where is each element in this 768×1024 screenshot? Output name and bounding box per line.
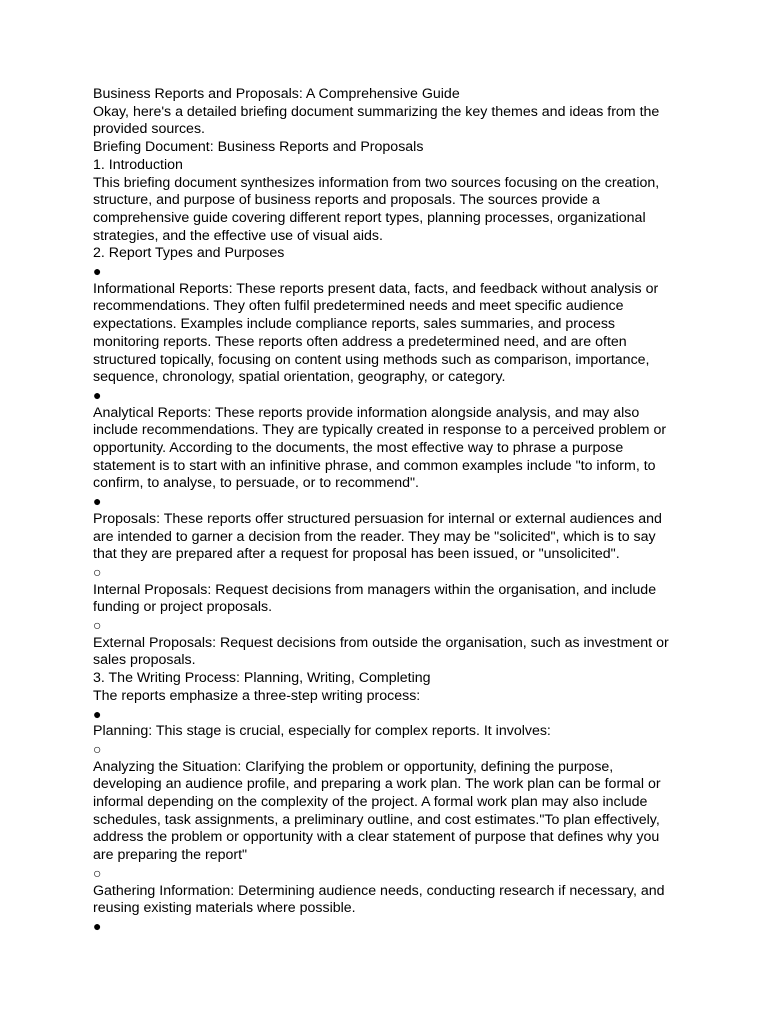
bullet-marker: ● — [93, 705, 102, 722]
gathering-information-item: Gathering Information: Determining audience needs, conducting research if necessary, and reusing existing materials where possible. — [93, 882, 665, 917]
bullet-marker: ● — [93, 493, 102, 510]
section-3-text: The reports emphasize a three-step writing process: — [93, 687, 421, 704]
sub-bullet-marker: ○ — [93, 617, 102, 634]
section-1-text: This briefing document synthesizes information from two sources focusing on the creation, structure, and purpose of business reports and proposals. The sources provide a comprehensive guide covering different report types, planning processes, organizational strategies, and the effective use of visual aids. — [93, 174, 660, 244]
analyzing-situation-item: Analyzing the Situation: Clarifying the problem or opportunity, defining the purpose, developing an audience profile, and preparing a work plan. The work plan can be formal or informal depending on the complexity of the project. A formal work plan may also include schedules, task assignments, a preliminary outline, and cost estimates."To plan effectively, address the problem or opportunity with a clear statement of purpose that defines why you are preparing the report" — [93, 758, 661, 864]
bullet-marker: ● — [93, 386, 102, 403]
informational-reports-item: Informational Reports: These reports present data, facts, and feedback without analysis or recommendations. They often fulfil predetermined needs and meet specific audience expectations. Examples include compliance reports, sales summaries, and process monitoring reports. These reports often address a predetermined need, and are often structured topically, focusing on content using methods such as comparison, importance, sequence, chronology, spatial orientation, geography, or category. — [93, 280, 659, 386]
bullet-marker: ● — [93, 917, 102, 934]
bullet-marker: ● — [93, 263, 102, 280]
proposals-item: Proposals: These reports offer structured persuasion for internal or external audiences and are intended to garner a decision from the reader. They may be "solicited", which is to say that they are prepared after a request for proposal has been issued, or "unsolicited". — [93, 510, 662, 563]
sub-bullet-marker: ○ — [93, 864, 102, 881]
intro-paragraph: Okay, here's a detailed briefing document summarizing the key themes and ideas from the provided sources. — [93, 103, 660, 138]
planning-item: Planning: This stage is crucial, especially for complex reports. It involves: — [93, 723, 551, 740]
external-proposals-item: External Proposals: Request decisions from outside the organisation, such as investment or sales proposals. — [93, 634, 669, 669]
sub-bullet-marker: ○ — [93, 740, 102, 757]
internal-proposals-item: Internal Proposals: Request decisions from managers within the organisation, and include funding or project proposals. — [93, 581, 657, 616]
document-page — [93, 86, 678, 936]
section-1-heading: 1. Introduction — [93, 156, 183, 173]
section-2-heading: 2. Report Types and Purposes — [93, 245, 285, 262]
sub-bullet-marker: ○ — [93, 563, 102, 580]
document-title: Business Reports and Proposals: A Comprehensive Guide — [93, 86, 460, 102]
analytical-reports-item: Analytical Reports: These reports provide information alongside analysis, and may also include recommendations. They are typically created in response to a perceived problem or opportunity. According to the documents, the most effective way to phrase a purpose statement is to start with an infinitive phrase, and common examples include "to inform, to confirm, to analyse, to persuade, or to recommend". — [93, 404, 667, 492]
briefing-heading: Briefing Document: Business Reports and Proposals — [93, 139, 424, 156]
section-3-heading: 3. The Writing Process: Planning, Writing, Completing — [93, 670, 431, 687]
